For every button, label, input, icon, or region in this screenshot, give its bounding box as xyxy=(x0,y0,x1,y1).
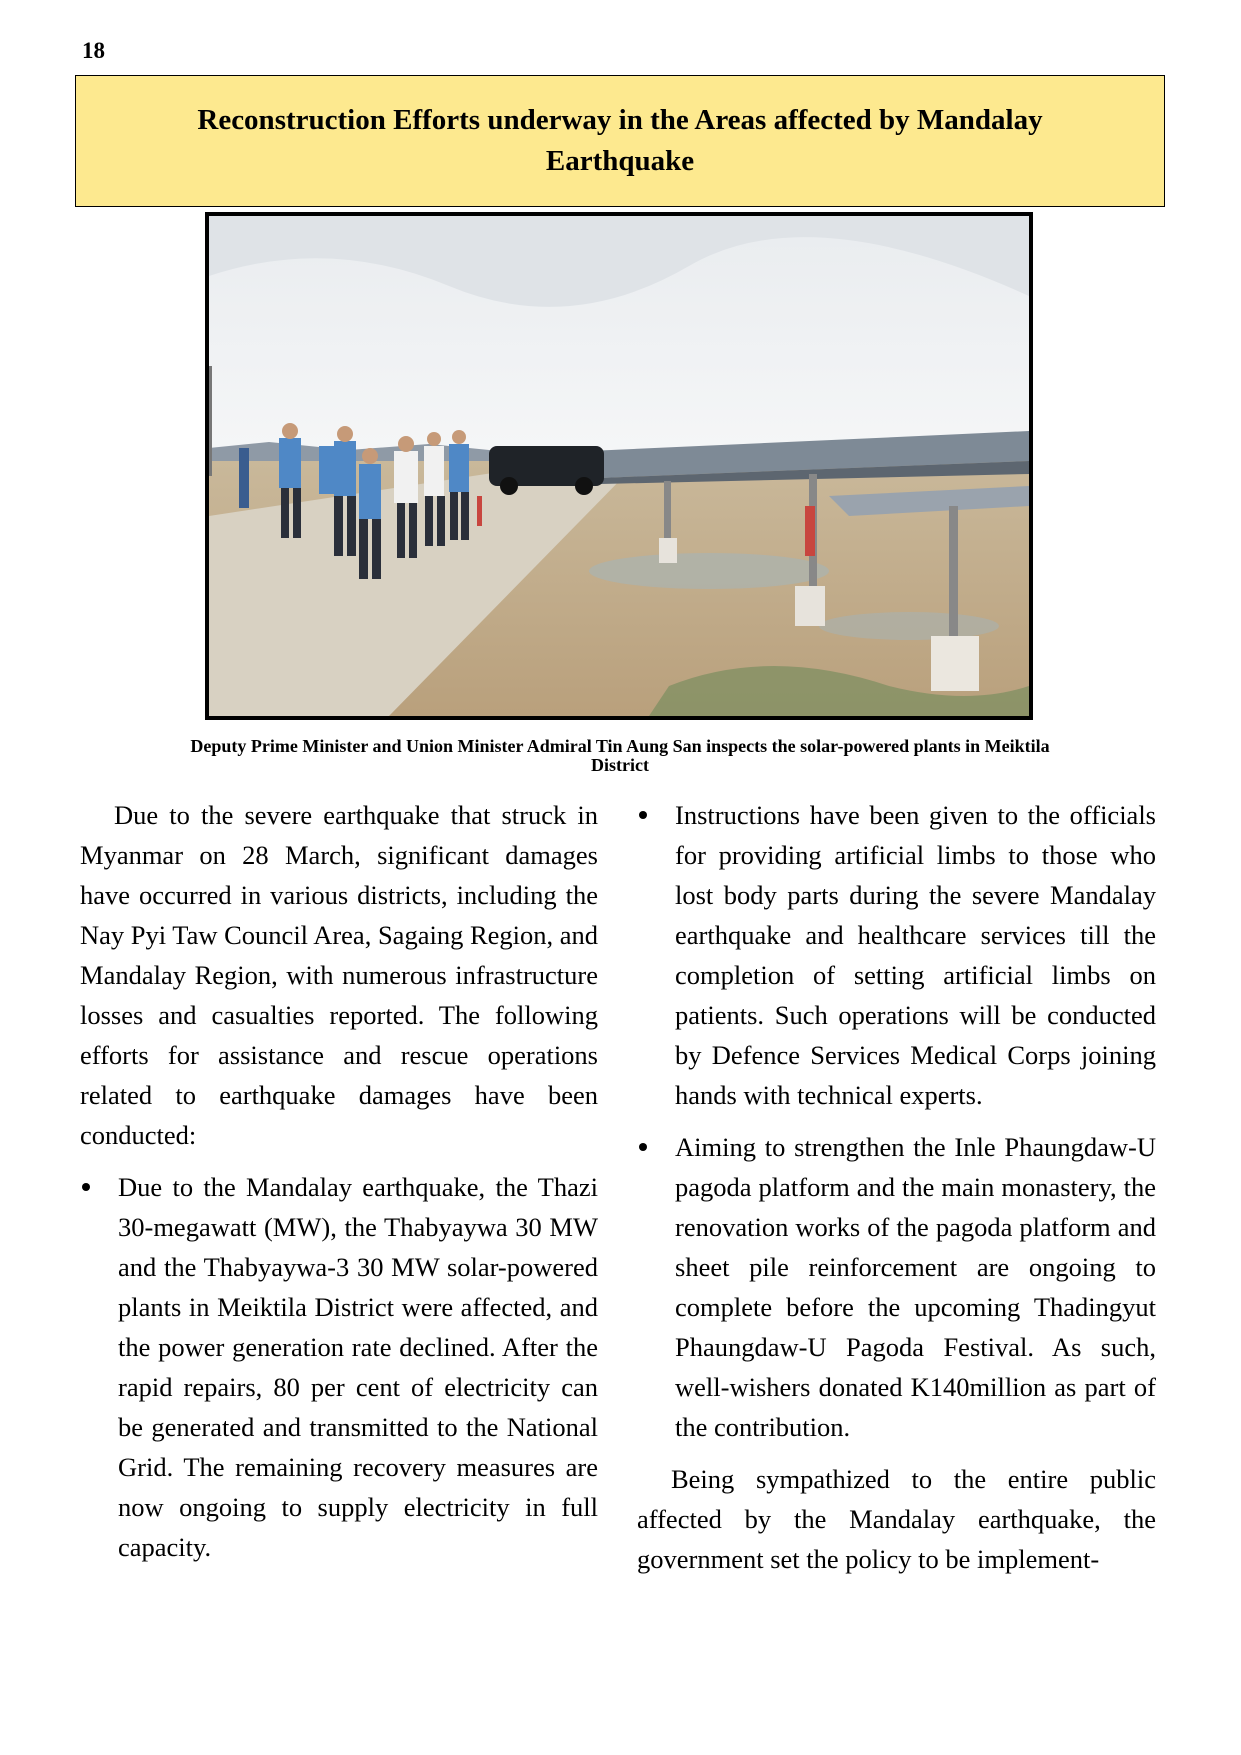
caption-line-2: District xyxy=(591,755,649,775)
bullet-dot-icon xyxy=(82,1183,90,1191)
closing-paragraph: Being sympathized to the entire public affected by the Mandalay earthquake, the government set the policy to be implement- xyxy=(637,1464,1156,1574)
article-title xyxy=(115,100,1125,182)
bullet-text: Due to the Mandalay earthquake, the Thazi 30-megawatt (MW), the Thabyaywa 30 MW and the Thabyaywa-3 30 MW solar-powered plants in Meiktila District were affected, and the power generation rate declined. After the rapid repairs, 80 per cent of electricity can be generated and transmitted to the National Grid. The remaining recovery measures are now ongoing to supply electricity in full capacity. xyxy=(118,1172,598,1562)
title-line-2: Earthquake xyxy=(545,145,695,177)
bullet-text: Instructions have been given to the officials for providing artificial limbs to those who lost body parts during the severe Mandalay earthquake and healthcare services till the completion of setting artificial limbs on patients. Such operations will be conducted by Defence Services Medical Corps joining hands with technical experts. xyxy=(675,800,1156,1110)
right-column xyxy=(637,795,1156,1591)
bullet-item-artificial-limbs xyxy=(637,795,1156,1115)
bullet-dot-icon xyxy=(639,1143,647,1151)
left-column xyxy=(80,795,598,1579)
intro-paragraph: Due to the severe earthquake that struck in Myanmar on 28 March, significant damages have occurred in various districts, including the Nay Pyi Taw Council Area, Sagaing Region, and Mandalay Region, with numerous infrastructure losses and casualties reported. The following efforts for assistance and rescue operations related to earthquake damages have been conducted: xyxy=(80,800,599,1150)
title-line-1: Reconstruction Efforts underway in the Areas affected by Mandalay xyxy=(197,104,1043,136)
photo-illustration xyxy=(209,216,1029,716)
photo-caption xyxy=(110,737,1130,775)
photo-solar-plant-inspection xyxy=(205,212,1033,720)
caption-line-1: Deputy Prime Minister and Union Minister Admiral Tin Aung San inspects the solar-powered plants in Meiktila xyxy=(190,736,1050,756)
page-number: 18 xyxy=(82,38,105,63)
title-banner xyxy=(75,75,1165,207)
bullet-item-pagoda-renovation xyxy=(637,1127,1156,1447)
bullet-dot-icon xyxy=(639,811,647,819)
bullet-text: Aiming to strengthen the Inle Phaungdaw-U pagoda platform and the main monastery, the renovation works of the pagoda platform and sheet pile reinforcement are ongoing to complete before the upcoming Thadingyut Phaungdaw-U Pagoda Festival. As such, well-wishers donated K140million as part of the contribution. xyxy=(675,1132,1156,1442)
bullet-item-solar-plants xyxy=(80,1167,598,1567)
